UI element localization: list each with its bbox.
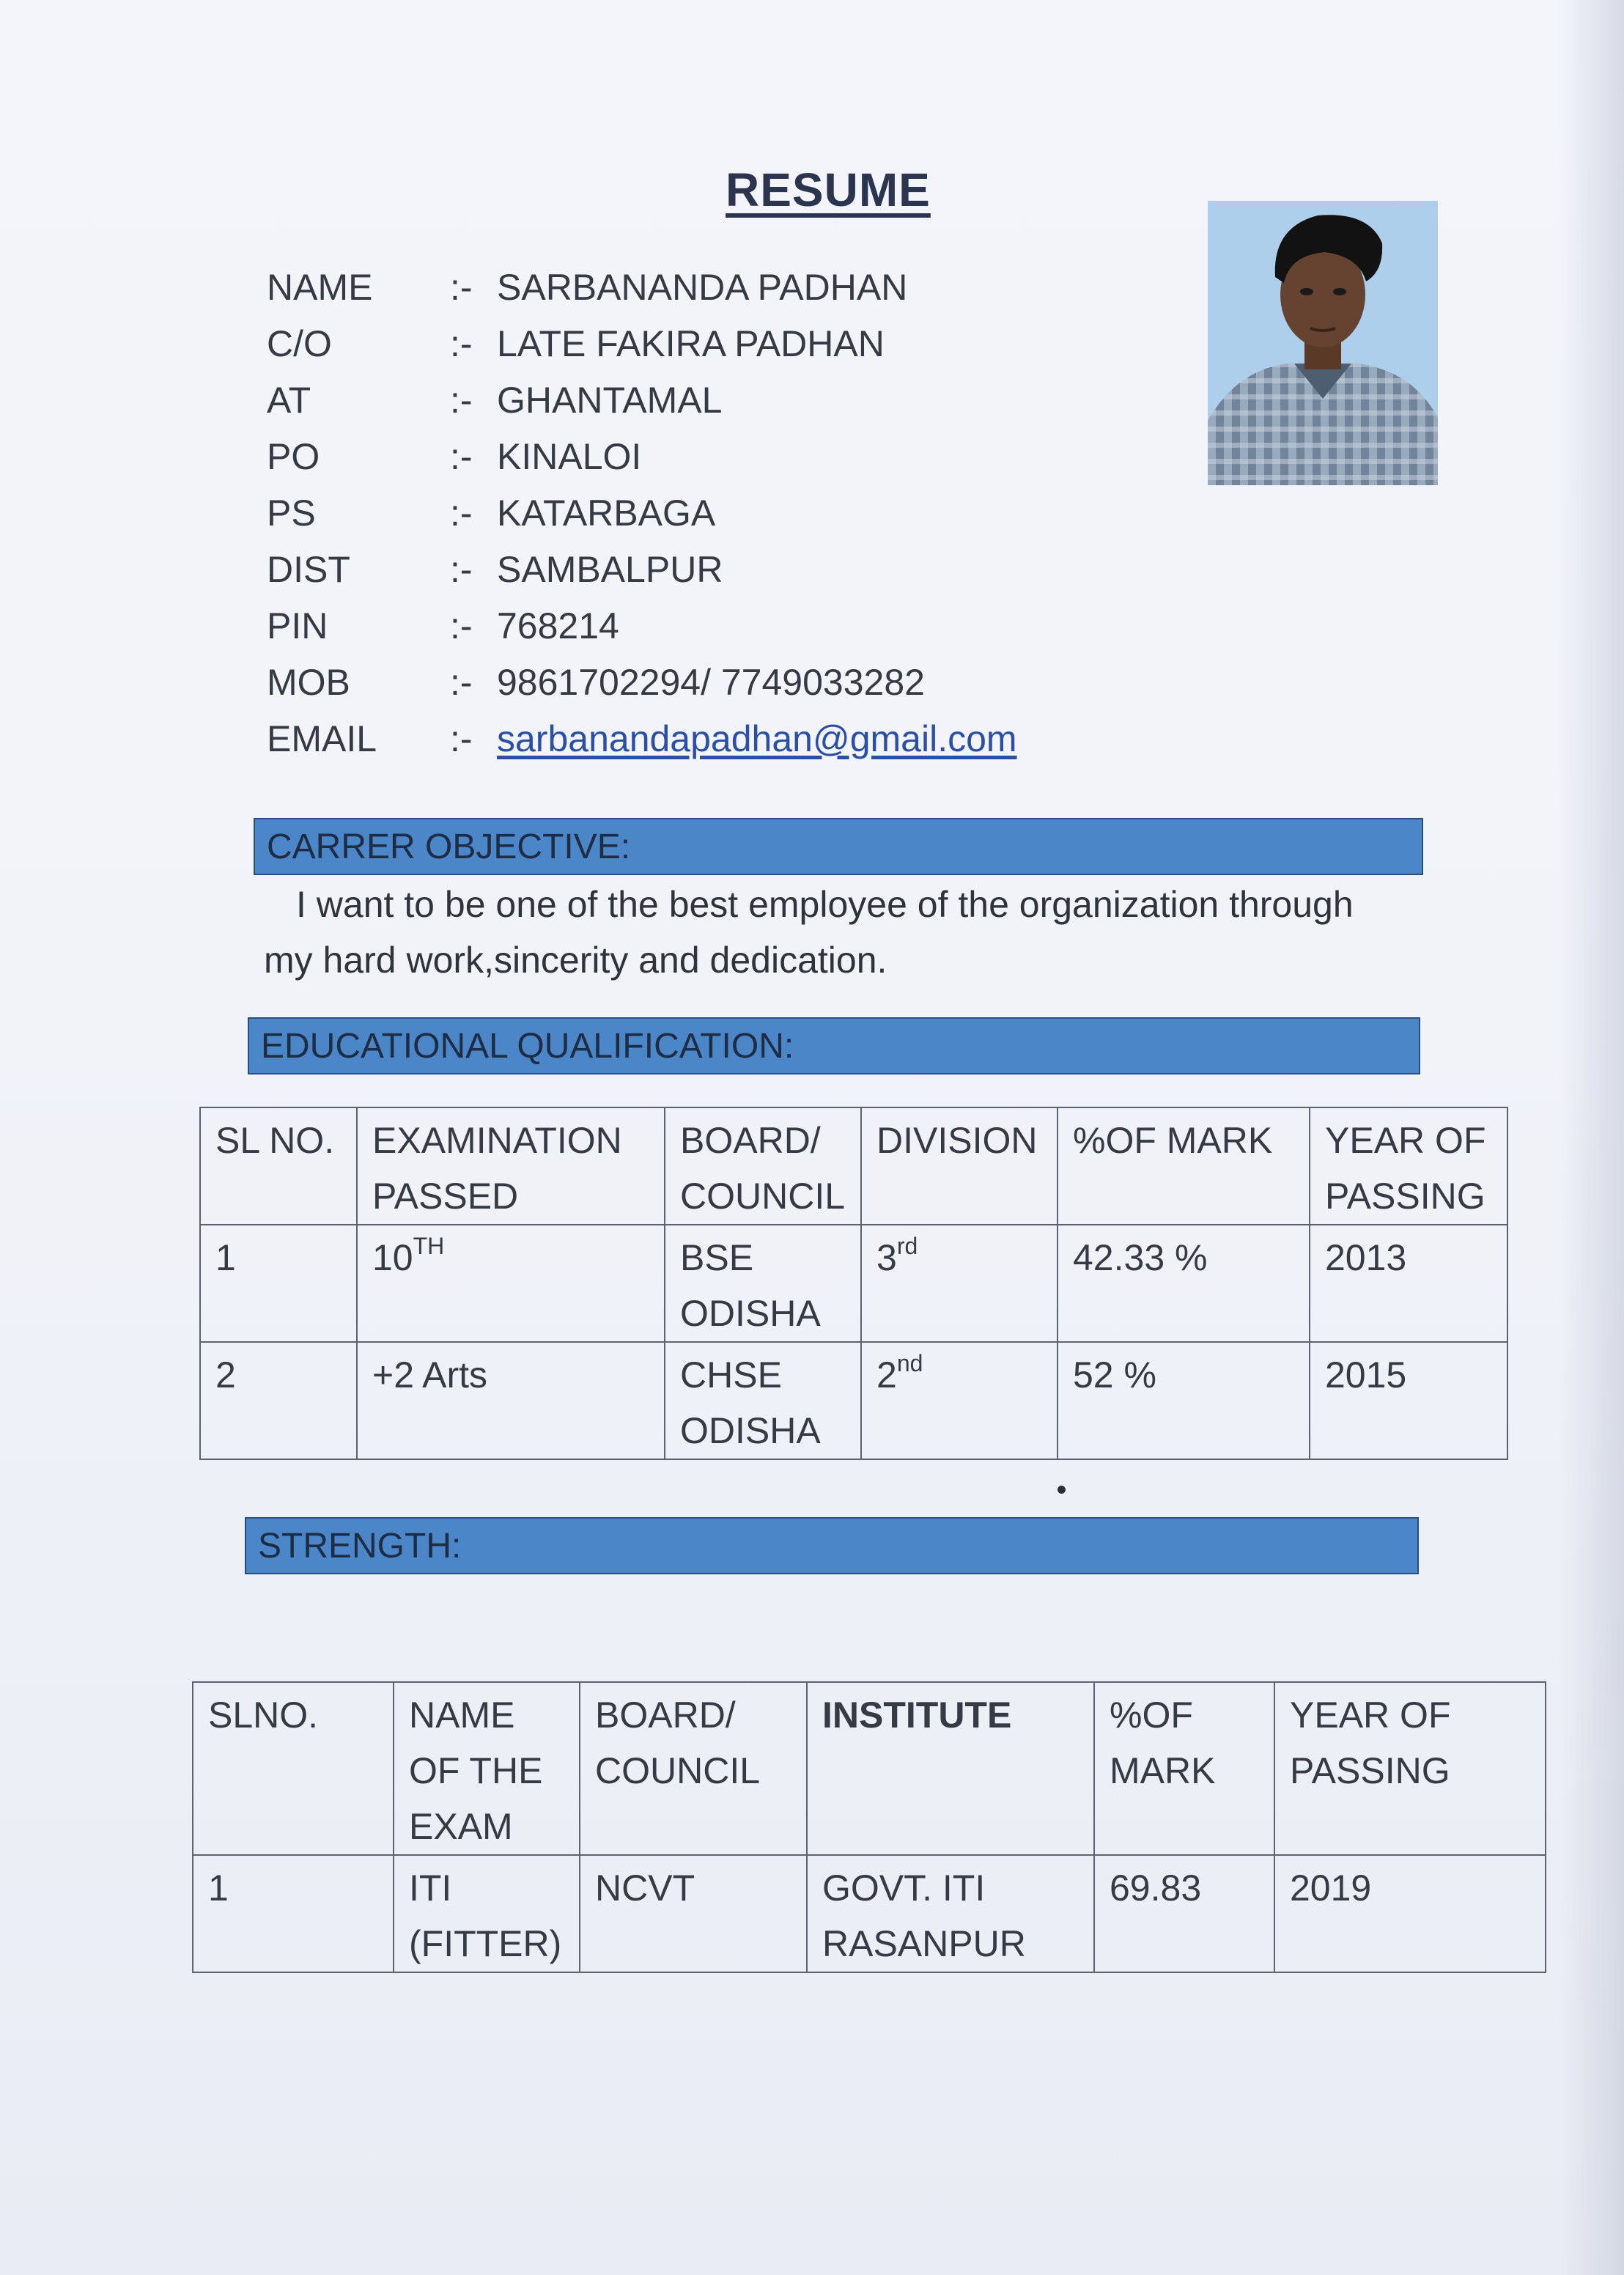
objective-text (264, 877, 1392, 988)
table-row (200, 1225, 1507, 1342)
header-cell: YEAR OF PASSING (1274, 1682, 1546, 1855)
header-cell: DIVISION (861, 1107, 1058, 1225)
paper-shadow (1558, 0, 1624, 2275)
header-cell: NAME OF THE EXAM (394, 1682, 580, 1855)
detail-separator: :- (450, 718, 473, 759)
mark-cell: 42.33 % (1058, 1225, 1310, 1342)
detail-value: SAMBALPUR (497, 549, 723, 590)
year-cell: 2019 (1274, 1855, 1546, 1972)
header-cell: BOARD/ COUNCIL (580, 1682, 807, 1855)
education-table (199, 1107, 1508, 1460)
detail-label: NAME (267, 267, 373, 308)
section-heading-objective: CARRER OBJECTIVE: (254, 818, 1423, 875)
objective-paragraph: I want to be one of the best employee of the organization through my hard work,sincerity and dedication. (264, 884, 1354, 981)
strength-table (192, 1681, 1546, 1973)
table-row (193, 1855, 1546, 1972)
division-value: 2 (876, 1354, 897, 1395)
table-header-row (193, 1682, 1546, 1855)
header-cell: EXAMINATION PASSED (357, 1107, 665, 1225)
header-cell: BOARD/ COUNCIL (665, 1107, 861, 1225)
exam-value: +2 Arts (372, 1354, 488, 1395)
detail-value: 768214 (497, 605, 619, 646)
detail-separator: :- (450, 436, 473, 477)
division-cell (861, 1342, 1058, 1459)
mark-cell: 69.83 (1094, 1855, 1274, 1972)
header-cell: YEAR OF PASSING (1310, 1107, 1507, 1225)
detail-label: PS (267, 493, 316, 534)
mark-cell: 52 % (1058, 1342, 1310, 1459)
sl-cell: 1 (193, 1855, 394, 1972)
section-heading-education: EDUCATIONAL QUALIFICATION: (248, 1017, 1420, 1074)
stray-mark (1058, 1486, 1066, 1494)
header-cell: %OF MARK (1094, 1682, 1274, 1855)
detail-label: PO (267, 436, 320, 477)
table-row (200, 1342, 1507, 1459)
exam-cell: ITI (FITTER) (394, 1855, 580, 1972)
exam-cell (357, 1225, 665, 1342)
division-superscript: rd (896, 1233, 918, 1260)
header-cell: SLNO. (193, 1682, 394, 1855)
exam-cell (357, 1342, 665, 1459)
detail-separator: :- (450, 267, 473, 308)
detail-label: MOB (267, 662, 350, 703)
detail-separator: :- (450, 323, 473, 364)
section-heading-strength: STRENGTH: (245, 1517, 1419, 1574)
header-cell: SL NO. (200, 1107, 357, 1225)
board-cell: BSE ODISHA (665, 1225, 861, 1342)
exam-superscript: TH (413, 1233, 445, 1260)
year-cell: 2015 (1310, 1342, 1507, 1459)
applicant-photo (1208, 201, 1438, 485)
division-cell (861, 1225, 1058, 1342)
detail-label: C/O (267, 323, 332, 364)
detail-value: LATE FAKIRA PADHAN (497, 323, 885, 364)
detail-label: PIN (267, 605, 328, 646)
header-cell: INSTITUTE (807, 1682, 1094, 1855)
table-header-row (200, 1107, 1507, 1225)
detail-value: 9861702294/ 7749033282 (497, 662, 925, 703)
detail-value: KATARBAGA (497, 493, 716, 534)
page-title: RESUME (726, 163, 931, 216)
year-cell: 2013 (1310, 1225, 1507, 1342)
sl-cell: 1 (200, 1225, 357, 1342)
detail-value: KINALOI (497, 436, 642, 477)
division-superscript: nd (896, 1350, 923, 1377)
board-cell: CHSE ODISHA (665, 1342, 861, 1459)
detail-label: DIST (267, 549, 350, 590)
detail-separator: :- (450, 605, 473, 646)
email-link[interactable]: sarbanandapadhan@gmail.com (497, 718, 1017, 759)
sl-cell: 2 (200, 1342, 357, 1459)
detail-value: SARBANANDA PADHAN (497, 267, 908, 308)
detail-separator: :- (450, 662, 473, 703)
detail-value: GHANTAMAL (497, 380, 723, 421)
detail-separator: :- (450, 549, 473, 590)
exam-value: 10 (372, 1237, 413, 1278)
detail-separator: :- (450, 380, 473, 421)
board-cell: NCVT (580, 1855, 807, 1972)
detail-label: EMAIL (267, 718, 377, 759)
header-cell: %OF MARK (1058, 1107, 1310, 1225)
division-value: 3 (876, 1237, 897, 1278)
institute-cell: GOVT. ITI RASANPUR (807, 1855, 1094, 1972)
detail-label: AT (267, 380, 311, 421)
detail-separator: :- (450, 493, 473, 534)
